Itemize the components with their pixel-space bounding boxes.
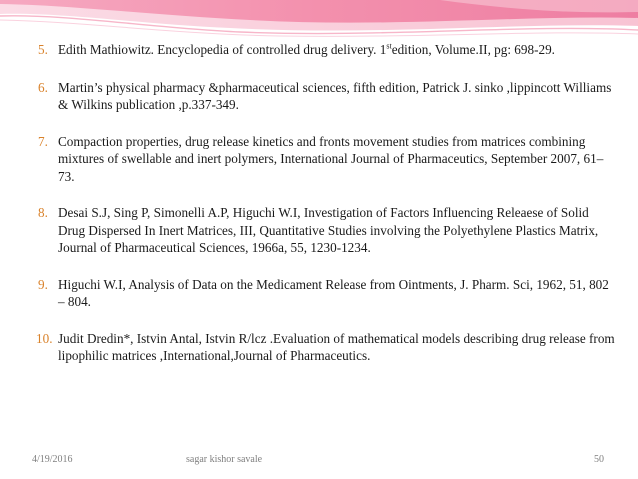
reference-number: 9.: [38, 276, 48, 292]
footer-author: sagar kishor savale: [186, 454, 263, 465]
footer-date: 4/19/2016: [32, 454, 73, 465]
reference-text: Higuchi W.I, Analysis of Data on the Medicament Release from Ointments, J. Pharm. Sci, 1962, 51, 802 – 804.: [58, 276, 609, 309]
reference-number: 8.: [38, 205, 48, 220]
reference-text: Judit Dredin*, Istvin Antal, Istvin R/lcz .Evaluation of mathematical models describing drug release from lipophilic matrices ,International,Journal of Pharmaceutics.: [58, 330, 615, 363]
reference-item-9: [38, 276, 618, 311]
footer-page-number: 50: [594, 454, 604, 465]
reference-item-6: [38, 79, 618, 114]
decorative-banner: [0, 0, 638, 40]
reference-text: Edith Mathiowitz. Encyclopedia of controlled drug delivery. 1stedition, Volume.II, pg: 698-29.: [58, 41, 555, 57]
reference-item-5: [38, 41, 618, 59]
reference-item-10: [38, 330, 618, 365]
reference-text: Desai S.J, Sing P, Simonelli A.P, Higuchi W.I, Investigation of Factors Influencing Releaese of Solid Drug Dispersed In Inert Matrices, III, Quantitative Studies involving the Polyethylene Plastics Matrix, Journal of Pharmaceutical Sciences, 1966a, 55, 1230-1234.: [58, 205, 599, 255]
reference-number: 5.: [38, 42, 48, 57]
reference-number: 6.: [38, 79, 48, 95]
reference-number: 10.: [36, 330, 53, 346]
reference-number: 7.: [38, 133, 48, 149]
reference-list: [38, 41, 618, 365]
reference-item-7: [38, 133, 618, 186]
reference-item-8: [38, 204, 618, 257]
reference-text: Martin’s physical pharmacy &pharmaceutical sciences, fifth edition, Patrick J. sinko ,lippincott Williams & Wilkins publication ,p.337-349.: [58, 79, 612, 112]
reference-text: Compaction properties, drug release kinetics and fronts movement studies from matrices combining mixtures of swellable and inert polymers, International Journal of Pharmaceutics, September 2007, 61–73.: [58, 133, 604, 184]
